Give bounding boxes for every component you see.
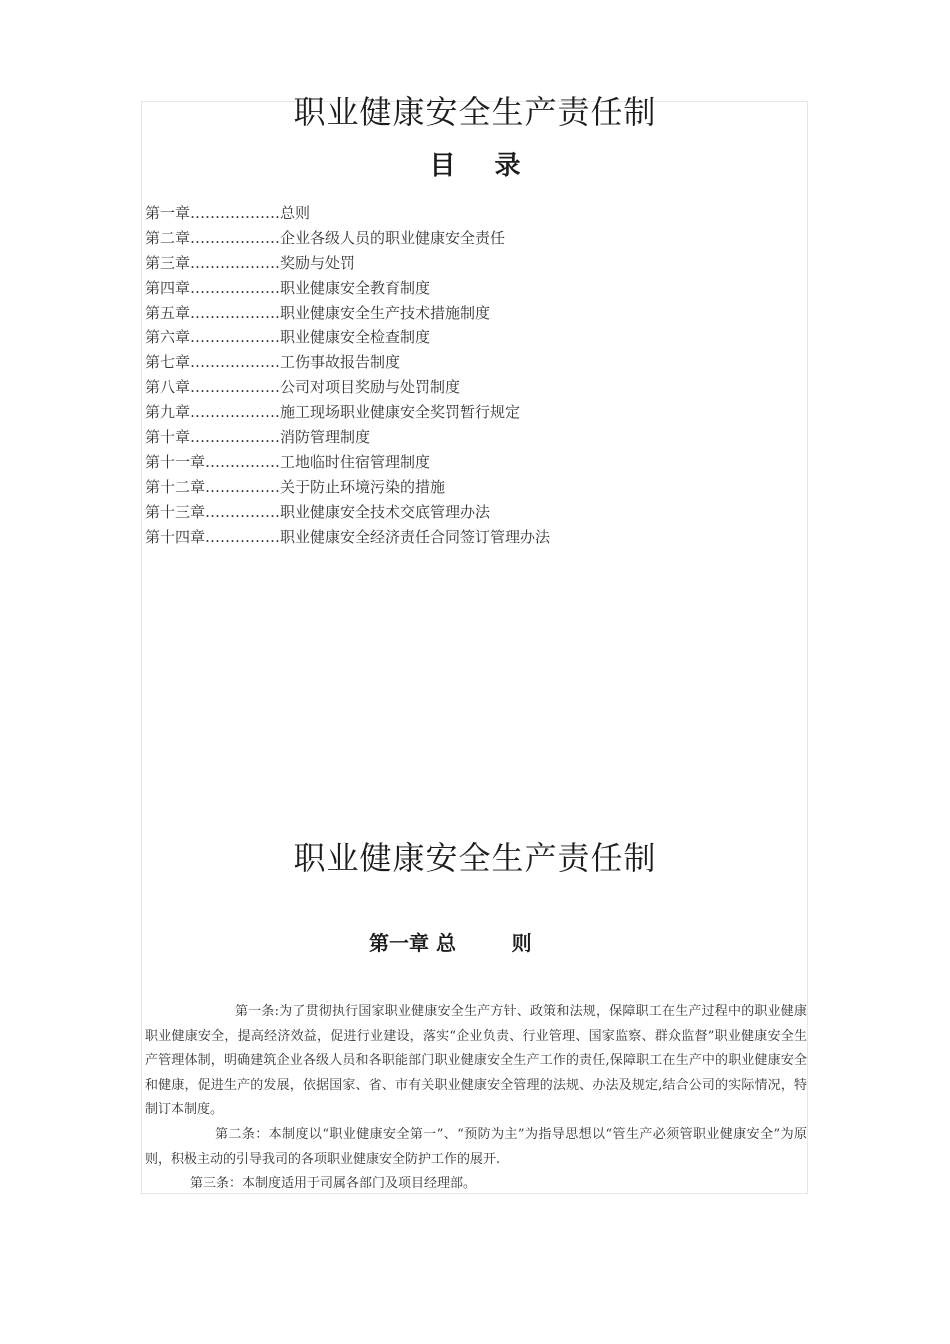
toc-item	[145, 251, 550, 276]
toc-leader: ………………	[190, 204, 281, 222]
toc-leader: ……………	[205, 477, 281, 496]
toc-chapter-number: 第十一章	[145, 452, 206, 471]
toc-heading: 目 录	[429, 151, 521, 181]
toc-item	[145, 500, 550, 525]
toc-chapter-number: 第十四章	[145, 527, 206, 546]
toc-chapter-number: 第六章	[145, 328, 191, 347]
toc-leader: ………………	[190, 278, 281, 297]
toc-item	[145, 325, 550, 350]
toc-chapter-title: 职业健康安全技术交底管理办法	[280, 502, 491, 521]
toc-item	[145, 475, 550, 500]
toc-item	[145, 375, 550, 400]
toc-chapter-title: 职业健康安全生产技术措施制度	[280, 303, 491, 322]
table-of-contents	[145, 201, 550, 549]
toc-chapter-title: 总则	[280, 204, 311, 222]
toc-leader: ………………	[190, 253, 281, 272]
toc-chapter-number: 第二章	[145, 228, 191, 247]
toc-item	[145, 201, 550, 226]
toc-chapter-title: 奖励与处罚	[280, 253, 356, 272]
toc-item	[145, 350, 550, 375]
toc-chapter-number: 第七章	[145, 353, 191, 372]
toc-item	[145, 276, 550, 301]
toc-chapter-title: 职业健康安全经济责任合同签订管理办法	[280, 527, 551, 546]
toc-leader: ………………	[190, 403, 281, 422]
section-title: 职业健康安全生产责任制	[293, 839, 657, 877]
toc-chapter-number: 第三章	[145, 253, 191, 272]
toc-chapter-number: 第一章	[145, 204, 191, 222]
toc-leader: ……………	[205, 527, 281, 546]
toc-chapter-number: 第十三章	[145, 502, 206, 521]
document-title: 职业健康安全生产责任制	[293, 93, 657, 131]
toc-leader: ………………	[190, 303, 281, 322]
toc-leader: ………………	[190, 378, 281, 397]
toc-chapter-title: 公司对项目奖励与处罚制度	[280, 378, 461, 397]
toc-chapter-number: 第八章	[145, 378, 191, 397]
toc-chapter-title: 企业各级人员的职业健康安全责任	[280, 228, 506, 247]
toc-item	[145, 450, 550, 475]
toc-chapter-title: 职业健康安全教育制度	[280, 278, 431, 297]
toc-item	[145, 301, 550, 326]
toc-leader: ……………	[205, 502, 281, 521]
toc-leader: ………………	[190, 353, 281, 372]
toc-chapter-title: 消防管理制度	[280, 428, 371, 447]
toc-chapter-title: 职业健康安全检查制度	[280, 328, 431, 347]
toc-leader: ………………	[190, 428, 281, 447]
toc-item	[145, 425, 550, 450]
article-paragraph: 第三条：本制度适用于司属各部门及项目经理部。	[190, 1176, 477, 1191]
toc-leader: ………………	[190, 228, 281, 247]
toc-chapter-number: 第四章	[145, 278, 191, 297]
article-paragraph: 第二条：本制度以“职业健康安全第一”、“预防为主”为指导思想以“管生产必须管职业健康安全”为原则，积极主动的引导我司的各项职业健康安全防护工作的展开.	[145, 1127, 807, 1167]
toc-leader: ……………	[205, 452, 281, 471]
toc-chapter-title: 工地临时住宿管理制度	[280, 452, 431, 471]
toc-chapter-number: 第五章	[145, 303, 191, 322]
toc-chapter-number: 第十章	[145, 428, 191, 447]
toc-chapter-title: 关于防止环境污染的措施	[280, 477, 446, 496]
toc-item	[145, 226, 550, 251]
chapter-heading: 第一章 总 则	[369, 931, 532, 955]
toc-item	[145, 525, 550, 550]
toc-chapter-number: 第九章	[145, 403, 191, 422]
toc-chapter-title: 施工现场职业健康安全奖罚暂行规定	[280, 403, 521, 422]
toc-chapter-number: 第十二章	[145, 477, 206, 496]
article-paragraph: 第一条:为了贯彻执行国家职业健康安全生产方针、政策和法规，保障职工在生产过程中的职业健康职业健康安全，提高经济效益，促进行业建设，落实“企业负责、行业管理、国家监察、群众监督”职业健康安全生产管理体制，明确建筑企业各级人员和各职能部门职业健康安全生产工作的责任,保障职工在生产中的职业健康安全和健康，促进生产的发展，依据国家、省、市有关职业健康安全管理的法规、办法及规定,结合公司的实际情况，特制订本制度。	[145, 1004, 807, 1117]
toc-leader: ………………	[190, 328, 281, 347]
toc-chapter-title: 工伤事故报告制度	[280, 353, 401, 372]
toc-item	[145, 400, 550, 425]
